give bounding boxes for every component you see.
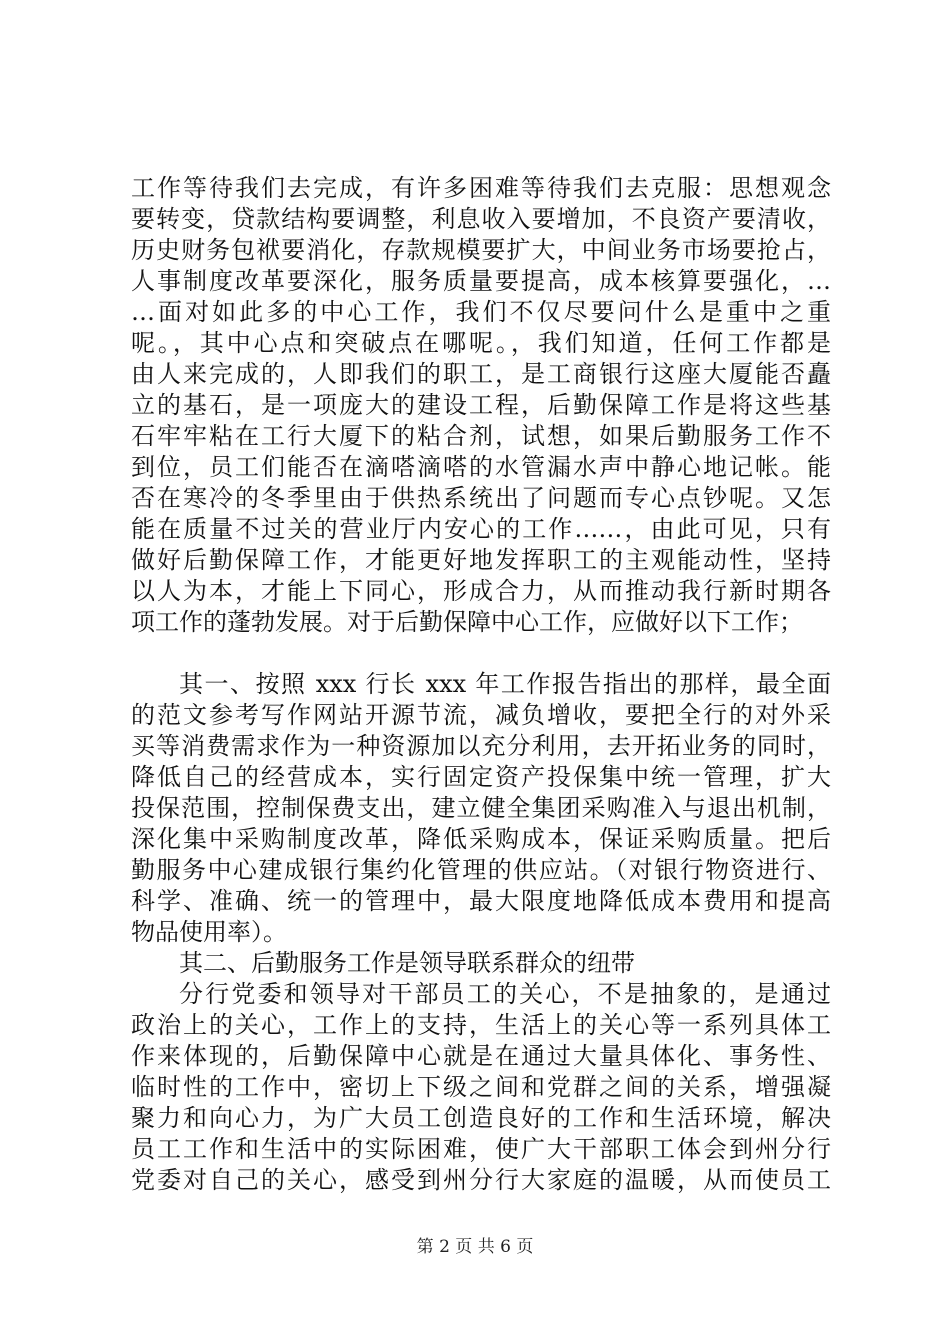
text-line: 其一、按照 xxx 行长 xxx 年工作报告指出的那样，最全面: [179, 670, 831, 698]
text-line: 能在质量不过关的营业厅内安心的工作……，由此可见，只有: [131, 515, 831, 543]
text-line: 历史财务包袱要消化，存款规模要扩大，中间业务市场要抢占，: [131, 236, 831, 264]
text-line: 要转变，贷款结构要调整，利息收入要增加，不良资产要清收，: [131, 205, 831, 233]
text-line: 科学、准确、统一的管理中，最大限度地降低成本费用和提高: [131, 887, 831, 915]
text-line: 员工工作和生活中的实际困难，使广大干部职工体会到州分行: [131, 1135, 831, 1163]
paragraph-4: [131, 979, 831, 1196]
text-line: 投保范围，控制保费支出，建立健全集团采购准入与退出机制，: [131, 794, 831, 822]
text-line: 人事制度改革要深化，服务质量要提高，成本核算要强化，…: [131, 267, 831, 295]
text-line: 物品使用率）。: [131, 918, 287, 946]
paragraph-2: [131, 669, 831, 948]
text-line: 临时性的工作中，密切上下级之间和党群之间的关系，增强凝: [131, 1073, 831, 1101]
text-line: 深化集中采购制度改革，降低采购成本，保证采购质量。把后: [131, 825, 831, 853]
document-body: [131, 173, 831, 1196]
text-line: 由人来完成的，人即我们的职工，是工商银行这座大厦能否矗: [131, 360, 831, 388]
text-line: …面对如此多的中心工作，我们不仅尽要问什么是重中之重: [131, 298, 831, 326]
text-line: 党委对自己的关心，感受到州分行大家庭的温暖，从而使员工: [131, 1166, 831, 1194]
text-line: 以人为本，才能上下同心，形成合力，从而推动我行新时期各: [131, 577, 831, 605]
paragraph-1: [131, 173, 831, 638]
text-line: 项工作的蓬勃发展。对于后勤保障中心工作，应做好以下工作；: [131, 608, 803, 636]
text-line: 到位，员工们能否在滴嗒滴嗒的水管漏水声中静心地记帐。能: [131, 453, 831, 481]
text-line: 工作等待我们去完成，有许多困难等待我们去克服：思想观念: [131, 174, 831, 202]
text-line: 石牢牢粘在工行大厦下的粘合剂，试想，如果后勤服务工作不: [131, 422, 831, 450]
text-line: 作来体现的，后勤保障中心就是在通过大量具体化、事务性、: [131, 1042, 831, 1070]
text-line: 聚力和向心力，为广大员工创造良好的工作和生活环境，解决: [131, 1104, 831, 1132]
text-line: 分行党委和领导对干部员工的关心，不是抽象的，是通过: [179, 980, 831, 1008]
section-heading: 其二、后勤服务工作是领导联系群众的纽带: [179, 949, 635, 977]
text-line: 呢。，其中心点和突破点在哪呢。，我们知道，任何工作都是: [131, 329, 831, 357]
text-line: 降低自己的经营成本，实行固定资产投保集中统一管理，扩大: [131, 763, 831, 791]
text-line: 勤服务中心建成银行集约化管理的供应站。（对银行物资进行、: [131, 856, 831, 884]
text-line: 立的基石，是一项庞大的建设工程，后勤保障工作是将这些基: [131, 391, 831, 419]
text-line: 的范文参考写作网站开源节流，减负增收，要把全行的对外采: [131, 701, 831, 729]
text-line: 否在寒冷的冬季里由于供热系统出了问题而专心点钞呢。又怎: [131, 484, 831, 512]
paragraph-gap: [131, 638, 831, 669]
page-footer: [0, 1236, 950, 1258]
page-number: 第 2 页 共 6 页: [416, 1237, 534, 1257]
text-line: 政治上的关心，工作上的支持，生活上的关心等一系列具体工: [131, 1011, 831, 1039]
paragraph-3-heading: [131, 948, 831, 979]
text-line: 做好后勤保障工作，才能更好地发挥职工的主观能动性，坚持: [131, 546, 831, 574]
text-line: 买等消费需求作为一种资源加以充分利用，去开拓业务的同时，: [131, 732, 831, 760]
